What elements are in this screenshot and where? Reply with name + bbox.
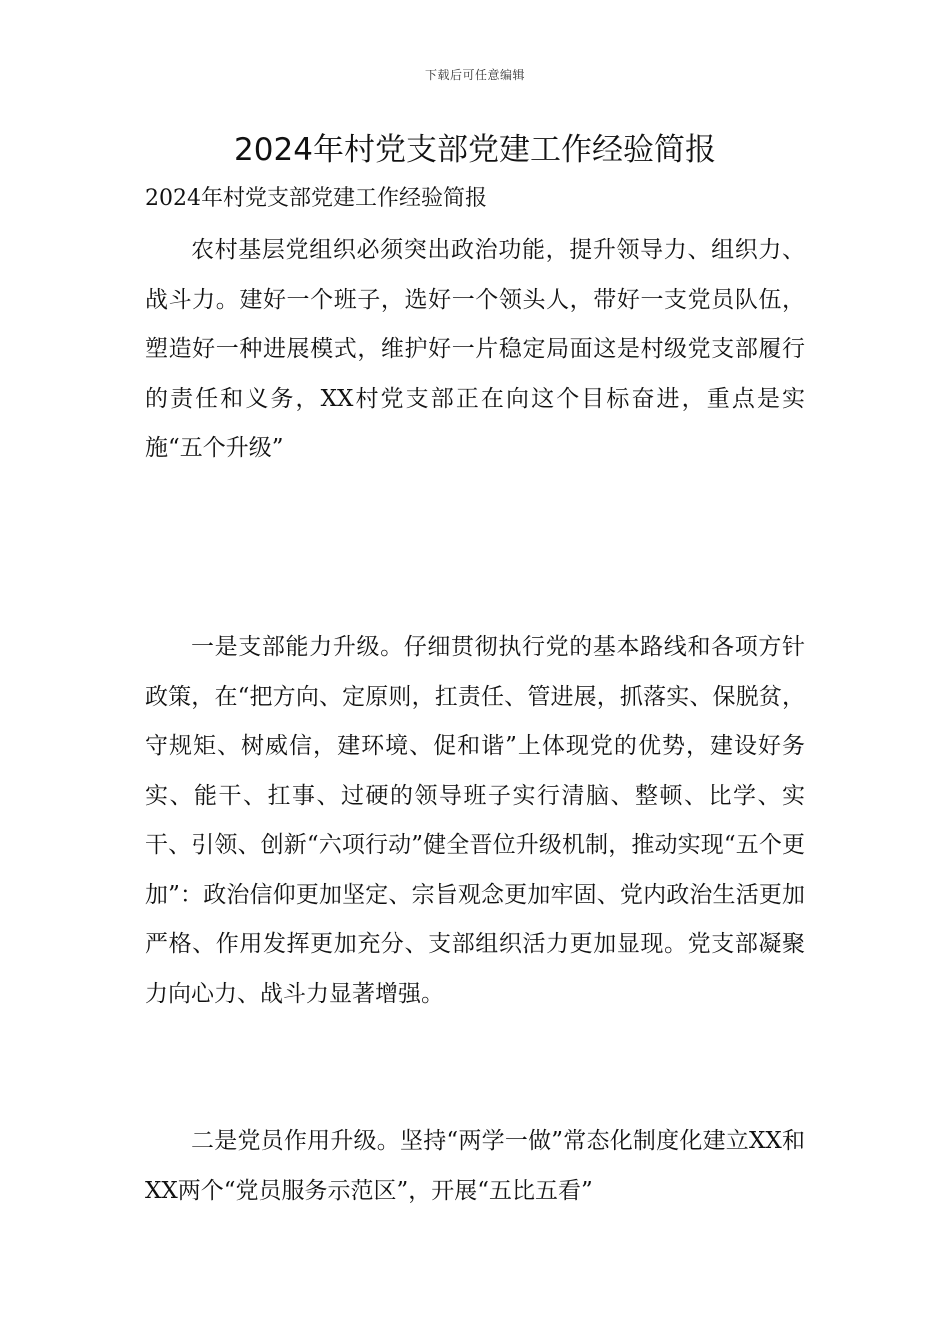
paragraph-branch-capability: 一是支部能力升级。仔细贯彻执行党的基本路线和各项方针政策，在“把方向、定原则，扛责任、管进展，抓落实、保脱贫，守规矩、树威信，建环境、促和谐”上体现党的优势，建设好务实、能干、扛事、过硬的领导班子实行清脑、整顿、比学、实干、引领、创新“六项行动”健全晋位升级机制，推动实现“五个更加”：政治信仰更加坚定、宗旨观念更加牢固、党内政治生活更加严格、作用发挥更加充分、支部组织活力更加显现。党支部凝聚力向心力、战斗力显著增强。 bbox=[145, 634, 805, 1007]
page-header-note: 下载后可任意编辑 bbox=[424, 68, 525, 82]
document-title: 2024年村党支部党建工作经验简报 bbox=[234, 132, 716, 168]
paragraph-member-role: 二是党员作用升级。坚持“两学一做”常态化制度化建立XX和XX两个“党员服务示范区”，开展“五比五看” bbox=[145, 1128, 805, 1204]
document-subtitle: 2024年村党支部党建工作经验简报 bbox=[145, 186, 487, 211]
paragraph-intro: 农村基层党组织必须突出政治功能，提升领导力、组织力、战斗力。建好一个班子，选好一个领头人，带好一支党员队伍，塑造好一种进展模式，维护好一片稳定局面这是村级党支部履行的责任和义务，XX村党支部正在向这个目标奋进，重点是实施“五个升级” bbox=[145, 237, 805, 461]
